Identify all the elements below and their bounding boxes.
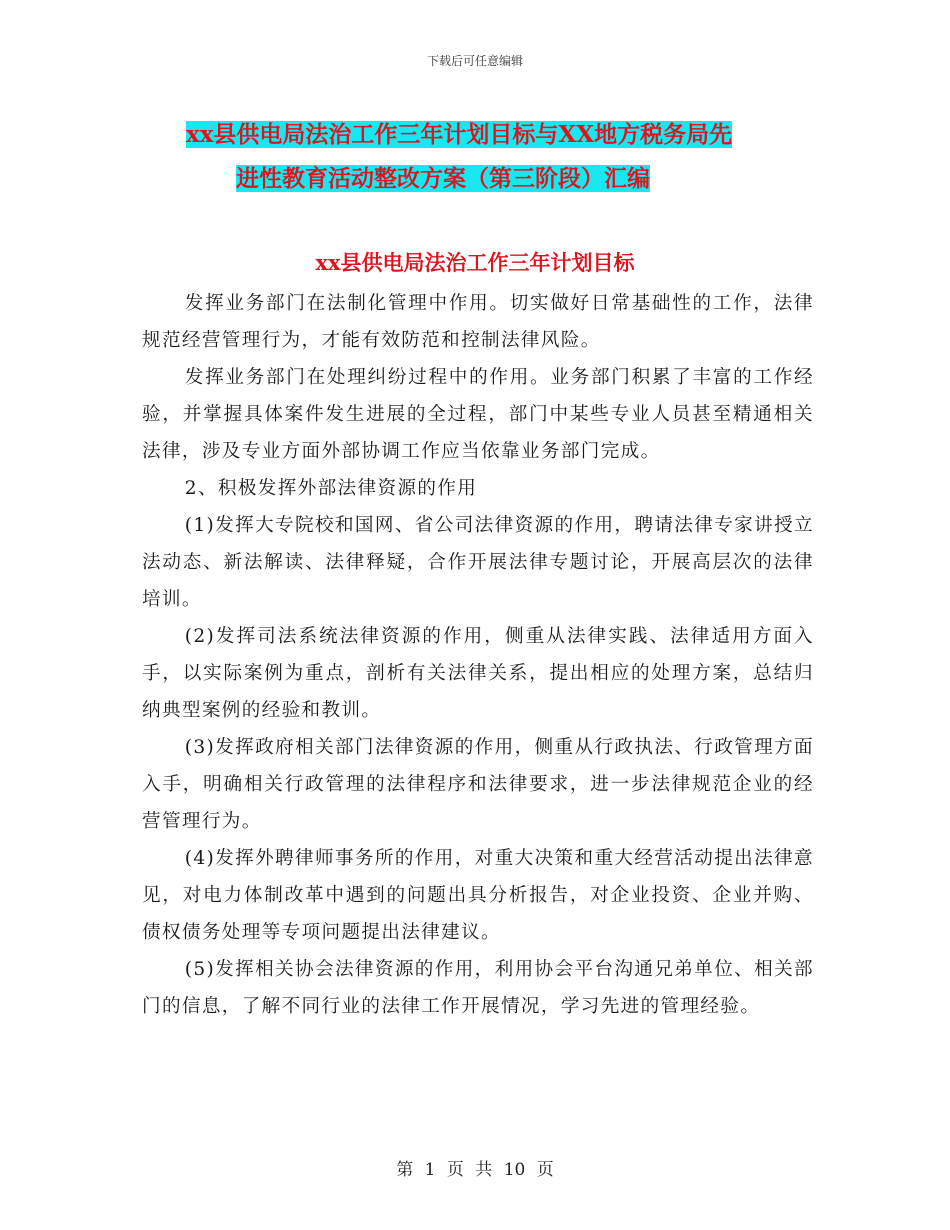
paragraph: 发挥业务部门在法制化管理中作用。切实做好日常基础性的工作，法律规范经营管理行为，才能有效防范和控制法律风险。 bbox=[142, 293, 814, 351]
title-line-2-text: 进性教育活动整改方案（第三阶段）汇编 bbox=[236, 165, 650, 192]
title-line-1 bbox=[186, 113, 826, 157]
title-line-2 bbox=[186, 157, 826, 201]
body-text bbox=[142, 285, 814, 1025]
section-title: xx县供电局法治工作三年计划目标 bbox=[315, 250, 635, 275]
document-title bbox=[186, 113, 826, 201]
paragraph: 发挥业务部门在处理纠纷过程中的作用。业务部门积累了丰富的工作经验，并掌握具体案件发生进展的全过程，部门中某些专业人员甚至精通相关法律，涉及专业方面外部协调工作应当依靠业务部门完成。 bbox=[142, 367, 814, 462]
title-line-1-text: xx县供电局法治工作三年计划目标与XX地方税务局先 bbox=[186, 121, 733, 148]
paragraph: (5)发挥相关协会法律资源的作用，利用协会平台沟通兄弟单位、相关部门的信息，了解不同行业的法律工作开展情况，学习先进的管理经验。 bbox=[142, 959, 814, 1017]
page-footer: 第 1 页 共 10 页 bbox=[396, 1160, 554, 1180]
paragraph: (4)发挥外聘律师事务所的作用，对重大决策和重大经营活动提出法律意见，对电力体制改革中遇到的问题出具分析报告，对企业投资、企业并购、债权债务处理等专项问题提出法律建议。 bbox=[142, 848, 814, 943]
paragraph: (3)发挥政府相关部门法律资源的作用，侧重从行政执法、行政管理方面入手，明确相关行政管理的法律程序和法律要求，进一步法律规范企业的经营管理行为。 bbox=[142, 737, 814, 832]
paragraph: (1)发挥大专院校和国网、省公司法律资源的作用，聘请法律专家讲授立法动态、新法解读、法律释疑，合作开展法律专题讨论，开展高层次的法律培训。 bbox=[142, 515, 814, 610]
paragraph: (2)发挥司法系统法律资源的作用，侧重从法律实践、法律适用方面入手，以实际案例为重点，剖析有关法律关系，提出相应的处理方案，总结归纳典型案例的经验和教训。 bbox=[142, 626, 814, 721]
paragraph: 2、积极发挥外部法律资源的作用 bbox=[184, 478, 478, 499]
header-note: 下载后可任意编辑 bbox=[426, 54, 523, 68]
